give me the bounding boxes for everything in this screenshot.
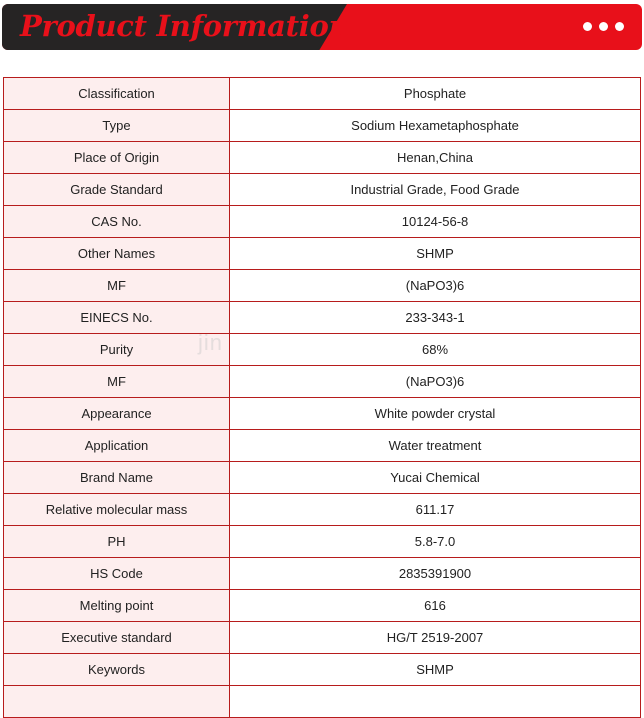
spec-value: 233-343-1: [230, 302, 641, 334]
spec-label: Melting point: [4, 590, 230, 622]
more-dots-icon: [583, 22, 624, 31]
spec-value: Industrial Grade, Food Grade: [230, 174, 641, 206]
spec-row: [4, 494, 641, 526]
spec-row: [4, 590, 641, 622]
product-specs-table: [3, 77, 641, 718]
spec-value: SHMP: [230, 654, 641, 686]
spec-value: 68%: [230, 334, 641, 366]
spec-row: [4, 622, 641, 654]
spec-label: Executive standard: [4, 622, 230, 654]
spec-value: Phosphate: [230, 78, 641, 110]
spec-label: Keywords: [4, 654, 230, 686]
spec-row: [4, 526, 641, 558]
spec-row: [4, 110, 641, 142]
spec-row: [4, 558, 641, 590]
spec-value: (NaPO3)6: [230, 366, 641, 398]
banner-title: Product Information: [20, 9, 350, 43]
spec-row: [4, 398, 641, 430]
watermark: jin: [198, 330, 224, 355]
spec-label: Relative molecular mass: [4, 494, 230, 526]
spec-value: Water treatment: [230, 430, 641, 462]
spec-row: [4, 302, 641, 334]
spec-row: [4, 430, 641, 462]
spec-row: [4, 334, 641, 366]
spec-value: Sodium Hexametaphosphate: [230, 110, 641, 142]
spec-value: Henan,China: [230, 142, 641, 174]
spec-row: [4, 366, 641, 398]
product-information-banner: [2, 4, 642, 50]
spec-label: Purity: [4, 334, 230, 366]
dot-icon: [599, 22, 608, 31]
spec-value: 2835391900: [230, 558, 641, 590]
spec-row: [4, 174, 641, 206]
spec-row: [4, 686, 641, 718]
spec-label: Appearance: [4, 398, 230, 430]
spec-row: [4, 654, 641, 686]
spec-label: CAS No.: [4, 206, 230, 238]
spec-row: [4, 206, 641, 238]
spec-row: [4, 238, 641, 270]
spec-value: 5.8-7.0: [230, 526, 641, 558]
spec-value: Yucai Chemical: [230, 462, 641, 494]
spec-value: White powder crystal: [230, 398, 641, 430]
spec-label: Brand Name: [4, 462, 230, 494]
spec-label: Place of Origin: [4, 142, 230, 174]
spec-row: [4, 462, 641, 494]
dot-icon: [615, 22, 624, 31]
spec-row: [4, 270, 641, 302]
spec-label: [4, 686, 230, 718]
spec-label: Classification: [4, 78, 230, 110]
spec-value: (NaPO3)6: [230, 270, 641, 302]
spec-row: [4, 78, 641, 110]
spec-label: HS Code: [4, 558, 230, 590]
spec-label: PH: [4, 526, 230, 558]
spec-label: Type: [4, 110, 230, 142]
spec-value: SHMP: [230, 238, 641, 270]
spec-row: [4, 142, 641, 174]
spec-label: Grade Standard: [4, 174, 230, 206]
spec-value: 616: [230, 590, 641, 622]
spec-label: Application: [4, 430, 230, 462]
spec-value: 10124-56-8: [230, 206, 641, 238]
spec-label: EINECS No.: [4, 302, 230, 334]
spec-label: MF: [4, 270, 230, 302]
spec-label: Other Names: [4, 238, 230, 270]
spec-value: 611.17: [230, 494, 641, 526]
dot-icon: [583, 22, 592, 31]
spec-label: MF: [4, 366, 230, 398]
spec-value: HG/T 2519-2007: [230, 622, 641, 654]
spec-value: [230, 686, 641, 718]
